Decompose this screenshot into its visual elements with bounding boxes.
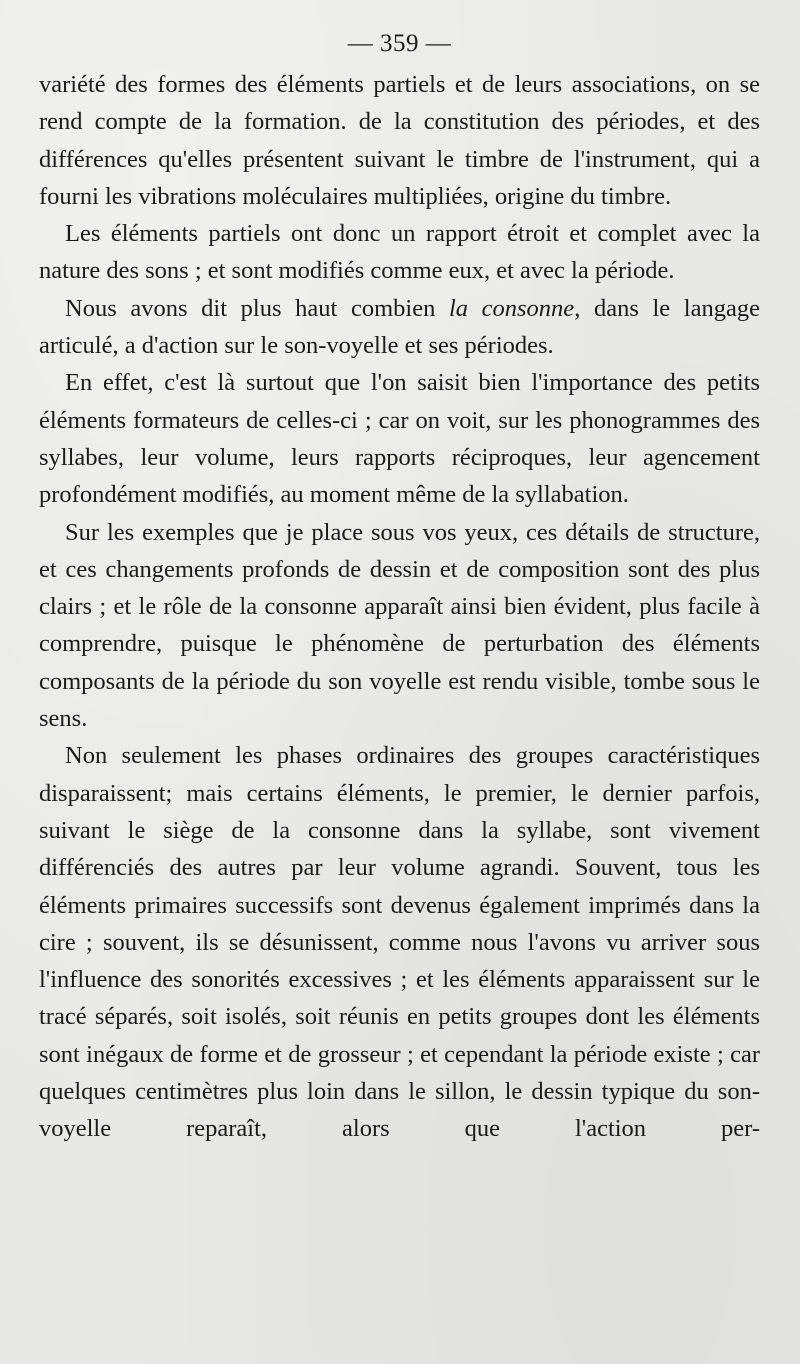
page-number: — 359 — xyxy=(347,30,452,57)
paragraph-consonne xyxy=(39,290,760,365)
paragraph-consonne-after: , dans le langage articulé, a d'action sur le son-voyelle et ses périodes. xyxy=(39,294,760,360)
paragraph-elements-partiels: Les éléments partiels ont donc un rapport étroit et complet avec la nature des sons ; et sont modifiés comme eux, et avec la période. xyxy=(39,220,760,285)
paragraph-consonne-before: Nous avons dit plus haut combien xyxy=(65,294,449,322)
paragraph-non-seulement: Non seulement les phases ordinaires des groupes caractéristiques disparaissent; mais certains éléments, le premier, le dernier parfois, suivant le siège de la consonne dans la syllabe, sont vivement différenciés des autres par leur volume agrandi. Souvent, tous les éléments primaires successifs sont devenus également imprimés dans la cire ; souvent, ils se désunissent, comme nous l'avons vu arriver sous l'influence des sonorités excessives ; et les éléments apparaissent sur le tracé séparés, soit isolés, soit réunis en petits groupes dont les éléments sont inégaux de forme et de grosseur ; et cependant la période existe ; car quelques centimètres plus loin dans le sillon, le dessin typique du son-voyelle reparaît, alors que l'action per- xyxy=(39,742,760,1143)
emphasis-la-consonne: la consonne xyxy=(448,294,575,322)
body-text xyxy=(39,66,760,1148)
paragraph-en-effet: En effet, c'est là surtout que l'on saisit bien l'importance des petits éléments formateurs de celles-ci ; car on voit, sur les phonogrammes des syllabes, leur volume, leurs rapports réciproques, leur agencement profondément modifiés, au moment même de la syllabation. xyxy=(39,369,760,509)
paragraph-exemples: Sur les exemples que je place sous vos yeux, ces détails de structure, et ces changements profonds de dessin et de composition sont des plus clairs ; et le rôle de la consonne apparaît ainsi bien évident, plus facile à comprendre, puisque le phénomène de perturbation des éléments composants de la période du son voyelle est rendu visible, tombe sous le sens. xyxy=(39,518,760,733)
paragraph-continuation: variété des formes des éléments partiels et de leurs associations, on se rend compte de la formation. de la constitution des périodes, et des différences qu'elles présentent suivant le timbre de l'instrument, qui a fourni les vibrations moléculaires multipliées, origine du timbre. xyxy=(39,71,760,210)
